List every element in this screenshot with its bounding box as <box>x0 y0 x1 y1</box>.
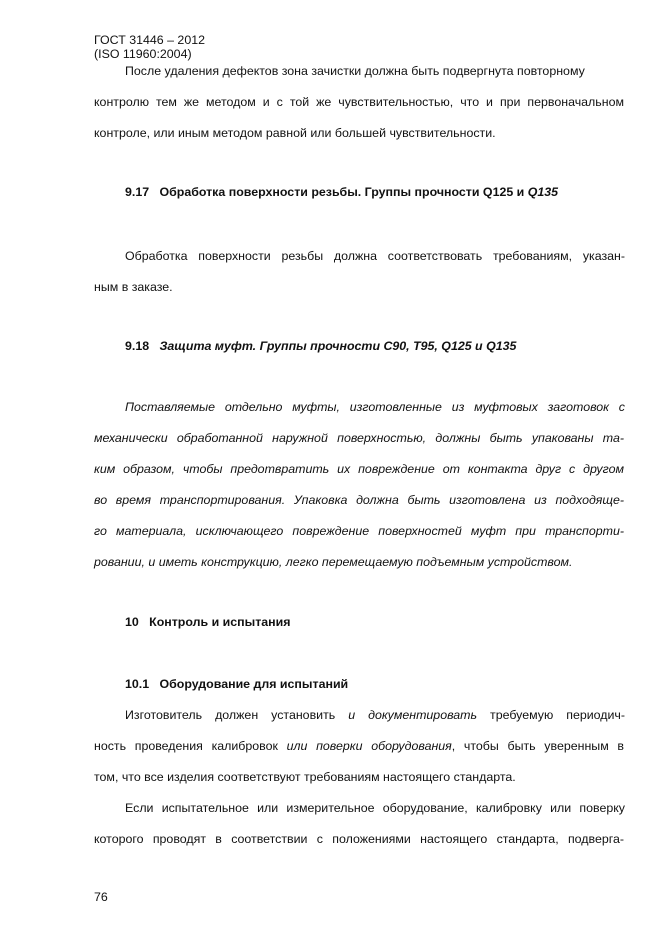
text-run: , чтобы быть уверенным в <box>451 739 624 753</box>
section-number: 10 <box>125 615 139 629</box>
section-heading-10 <box>125 615 625 630</box>
paragraph-line: механически обработанной наружной поверхностью, должны быть упакованы та- <box>94 431 624 445</box>
paragraph-line: Если испытательное или измерительное оборудование, калибровку или поверку <box>125 801 625 815</box>
text-run: ность проведения калибровок <box>94 739 278 753</box>
paragraph-line: ровании, и иметь конструкцию, легко перемещаемую подъемным устройством. <box>94 555 573 569</box>
paragraph-line: том, что все изделия соответствуют требованиям настоящего стандарта. <box>94 770 516 784</box>
text-run-italic: и документировать <box>348 708 478 722</box>
paragraph-line: Обработка поверхности резьбы должна соответствовать требованиям, указан- <box>125 249 625 263</box>
section-title-italic: Q135 <box>527 185 559 199</box>
section-title: Контроль и испытания <box>149 615 291 629</box>
text-run-italic: или поверки оборудования <box>286 739 452 753</box>
paragraph-line <box>94 739 624 754</box>
paragraph-line <box>125 708 625 723</box>
standard-header: ГОСТ 31446 – 2012 <box>94 33 205 47</box>
paragraph-line: Поставляемые отдельно муфты, изготовленные из муфтовых заготовок с <box>125 400 625 414</box>
section-number: 9.17 <box>125 185 150 199</box>
paragraph-line: контроле, или иным методом равной или большей чувствительности. <box>94 126 496 140</box>
section-heading-9-18 <box>125 339 625 354</box>
section-title: Защита муфт. Группы прочности С90, Т95, Q125 и Q135 <box>159 339 517 353</box>
paragraph-line: После удаления дефектов зона зачистки должна быть подвергнута повторному <box>125 64 585 78</box>
section-title: Обработка поверхности резьбы. Группы прочности Q125 и <box>159 185 525 199</box>
section-heading-9-17 <box>125 185 625 200</box>
paragraph-line: контролю тем же методом и с той же чувствительностью, что и при первоначальном <box>94 95 624 109</box>
section-heading-10-1 <box>125 677 625 692</box>
paragraph-line: го материала, исключающего повреждение поверхностей муфт при транспорти- <box>94 524 624 538</box>
text-run: Изготовитель должен установить <box>125 708 336 722</box>
paragraph-line: ным в заказе. <box>94 280 173 294</box>
iso-header: (ISO 11960:2004) <box>94 47 192 61</box>
paragraph-line: которого проводят в соответствии с положениями настоящего стандарта, подверга- <box>94 832 624 846</box>
paragraph-line: во время транспортирования. Упаковка должна быть изготовлена из подходяще- <box>94 493 624 507</box>
section-title: Оборудование для испытаний <box>159 677 349 691</box>
section-number: 9.18 <box>125 339 150 353</box>
paragraph-line: ким образом, чтобы предотвратить их повреждение от контакта друг с другом <box>94 462 624 476</box>
text-run: требуемую периодич- <box>490 708 626 722</box>
section-number: 10.1 <box>125 677 150 691</box>
page-number: 76 <box>94 890 108 904</box>
